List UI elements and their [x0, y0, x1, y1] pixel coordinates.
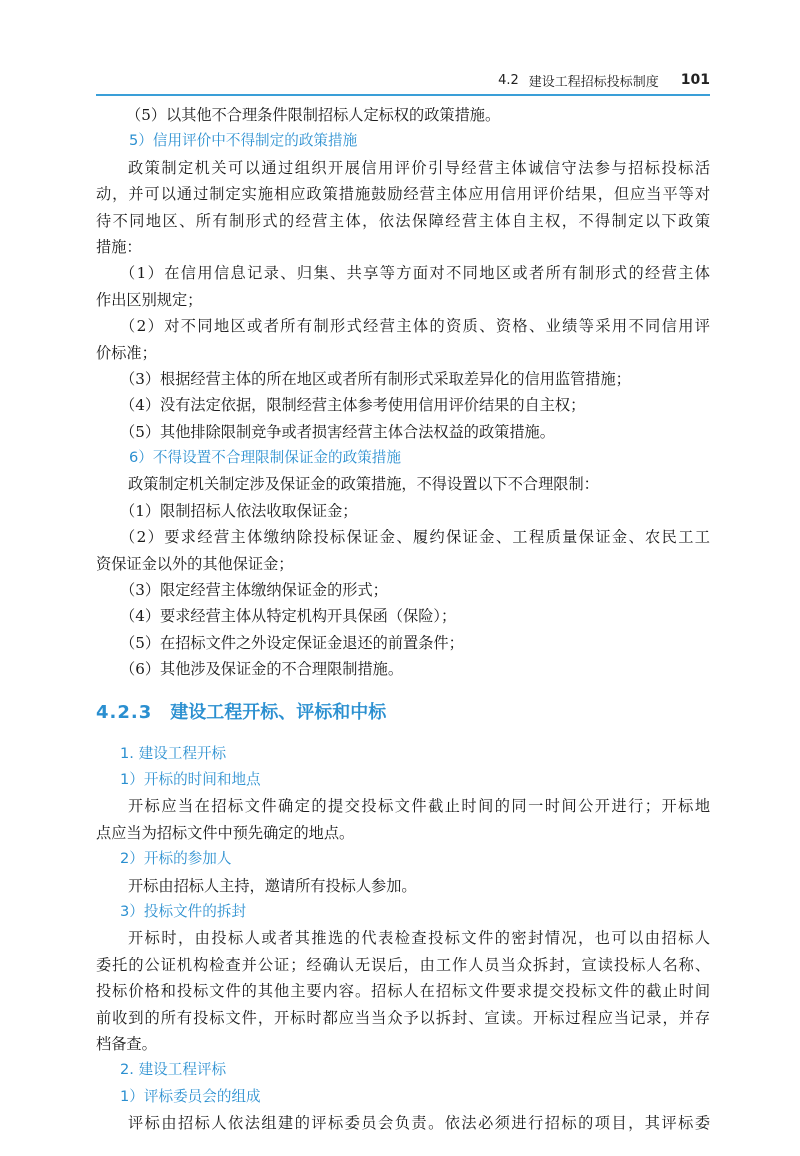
list-item: （2）对不同地区或者所有制形式经营主体的资质、资格、业绩等采用不同信用评: [120, 317, 710, 336]
subheading: 3）投标文件的拆封: [120, 902, 247, 920]
list-item: （1）限制招标人依法收取保证金；: [120, 501, 358, 520]
page-number: 101: [680, 72, 710, 88]
paragraph-line: 开标应当在招标文件确定的提交投标文件截止时间的同一时间公开进行；开标地: [128, 797, 710, 816]
list-item: （6）其他涉及保证金的不合理限制措施。: [120, 660, 404, 679]
subheading: 1. 建设工程开标: [120, 744, 227, 762]
paragraph-line: 动，并可以通过制定实施相应政策措施鼓励经营主体应用信用评价结果，但应当平等对: [96, 185, 710, 204]
list-item: （5）其他排除限制竞争或者损害经营主体合法权益的政策措施。: [120, 422, 555, 441]
list-item-continued: 价标准；: [96, 343, 157, 362]
list-item: （5）在招标文件之外设定保证金退还的前置条件；: [120, 633, 464, 652]
header-section-title: 建设工程招标投标制度: [528, 74, 659, 90]
paragraph-line: 评标由招标人依法组建的评标委员会负责。依法必须进行招标的项目，其评标委: [128, 1114, 710, 1133]
paragraph-line: 前收到的所有投标文件，开标时都应当当众予以拆封、宣读。开标过程应当记录，并存: [96, 1008, 710, 1027]
subheading: 6）不得设置不合理限制保证金的政策措施: [129, 449, 401, 467]
list-item-continued: 资保证金以外的其他保证金；: [96, 554, 294, 573]
paragraph-line: 开标由招标人主持，邀请所有投标人参加。: [128, 876, 417, 895]
list-item-continued: 作出区别规定；: [96, 290, 203, 309]
list-item: （1）在信用信息记录、归集、共享等方面对不同地区或者所有制形式的经营主体: [120, 264, 710, 283]
subheading: 2）开标的参加人: [120, 850, 232, 868]
header-section-number: 4.2: [498, 72, 519, 88]
paragraph-line: 投标价格和投标文件的其他主要内容。招标人在招标文件要求提交投标文件的截止时间: [96, 982, 710, 1001]
paragraph-line: 待不同地区、所有制形式的经营主体，依法保障经营主体自主权，不得制定以下政策: [96, 211, 710, 230]
list-item: （3）根据经营主体的所在地区或者所有制形式采取差异化的信用监管措施；: [120, 369, 631, 388]
running-header: [96, 68, 710, 92]
paragraph-line: 档备查。: [96, 1034, 157, 1053]
subheading: 1）开标的时间和地点: [120, 770, 261, 788]
paragraph-line: 点应当为招标文件中预先确定的地点。: [96, 823, 355, 842]
section-heading: [96, 691, 710, 735]
paragraph-line: 措施：: [96, 237, 142, 256]
subheading: 5）信用评价中不得制定的政策措施: [129, 132, 358, 150]
list-item: （2）要求经营主体缴纳除投标保证金、履约保证金、工程质量保证金、农民工工: [120, 528, 710, 547]
header-rule: [96, 94, 710, 96]
section-title: 建设工程开标、评标和中标: [170, 701, 387, 723]
list-item: （4）没有法定依据，限制经营主体参考使用信用评价结果的自主权；: [120, 396, 586, 415]
page-body: [96, 102, 710, 1136]
list-item: （3）限定经营主体缴纳保证金的形式；: [120, 581, 388, 600]
paragraph-line: 政策制定机关制定涉及保证金的政策措施，不得设置以下不合理限制：: [128, 475, 599, 494]
paragraph-line: 开标时，由投标人或者其推选的代表检查投标文件的密封情况，也可以由招标人: [128, 929, 710, 948]
subheading: 1）评标委员会的组成: [120, 1087, 261, 1105]
paragraph-line: 政策制定机关可以通过组织开展信用评价引导经营主体诚信守法参与招标投标活: [128, 158, 710, 177]
section-number: 4.2.3: [96, 701, 153, 723]
list-item: （5）以其他不合理条件限制招标人定标权的政策措施。: [126, 106, 501, 124]
subheading: 2. 建设工程评标: [120, 1061, 227, 1079]
list-item: （4）要求经营主体从特定机构开具保函（保险）；: [120, 607, 457, 626]
paragraph-line: 委托的公证机构检查并公证；经确认无误后，由工作人员当众拆封，宣读投标人名称、: [96, 955, 710, 974]
